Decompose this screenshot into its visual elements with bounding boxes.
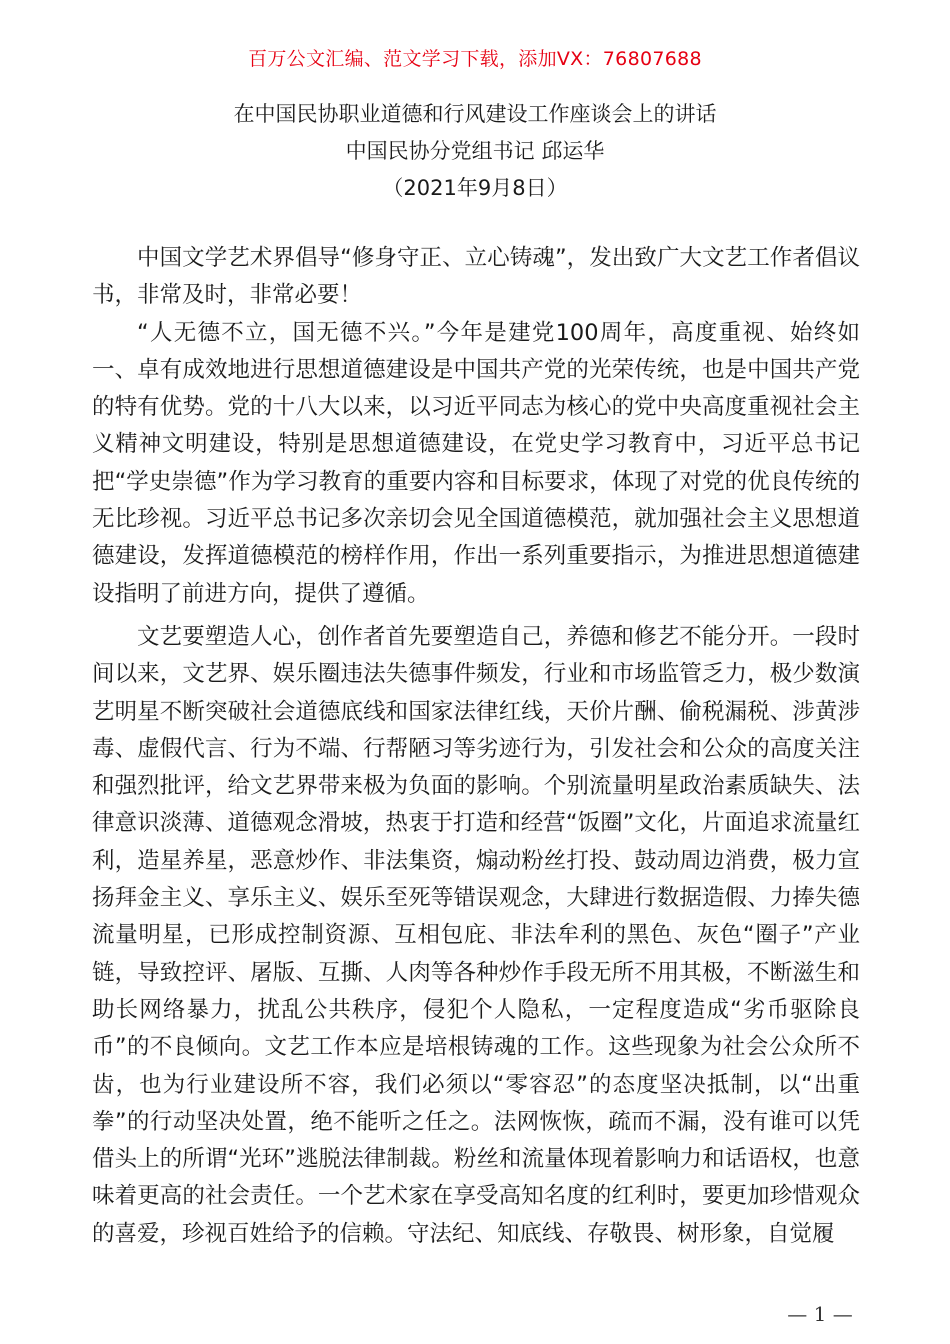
page-number: — 1 — bbox=[787, 1302, 853, 1326]
paragraph-3: 文艺要塑造人心，创作者首先要塑造自己，养德和修艺不能分开。一段时间以来，文艺界、娱乐圈违法失德事件频发，行业和市场监管乏力，极少数演艺明星不断突破社会道德底线和国家法律红线，天价片酬、偷税漏税、涉黄涉毒、虚假代言、行为不端、行帮陋习等劣迹行为，引发社会和公众的高度关注和强烈批评，给文艺界带来极为负面的影响。个别流量明星政治素质缺失、法律意识淡薄、道德观念滑坡，热衷于打造和经营“饭圈”文化，片面追求流量红利，造星养星，恶意炒作、非法集资，煽动粉丝打投、鼓动周边消费，极力宣扬拜金主义、享乐主义、娱乐至死等错误观念，大肆进行数据造假、力捧失德流量明星，已形成控制资源、互相包庇、非法牟利的黑色、灰色“圈子”产业链，导致控评、屠版、互撕、人肉等各种炒作手段无所不用其极，不断滋生和助长网络暴力，扰乱公共秩序，侵犯个人隐私，一定程度造成“劣币驱除良币”的不良倾向。文艺工作本应是培根铸魂的工作。这些现象为社会公众所不齿，也为行业建设所不容，我们必须以“零容忍”的态度坚决抵制，以“出重拳”的行动坚决处置，绝不能听之任之。法网恢恢，疏而不漏，没有谁可以凭借头上的所谓“光环”逃脱法律制裁。粉丝和流量体现着影响力和话语权，也意味着更高的社会责任。一个艺术家在享受高知名度的红利时，要更加珍惜观众的喜爱，珍视百姓给予的信赖。守法纪、知底线、存敬畏、树形象，自觉履 bbox=[92, 623, 860, 1247]
document-title: 在中国民协职业道德和行风建设工作座谈会上的讲话 bbox=[233, 102, 717, 126]
watermark-text: 百万公文汇编、范文学习下载，添加VX：76807688 bbox=[248, 48, 702, 70]
paragraph-2: “人无德不立，国无德不兴。”今年是建党100周年，高度重视、始终如一、卓有成效地进行思想道德建设是中国共产党的光荣传统，也是中国共产党的特有优势。党的十八大以来，以习近平同志为核心的党中央高度重视社会主义精神文明建设，特别是思想道德建设，在党史学习教育中，习近平总书记把“学史崇德”作为学习教育的重要内容和目标要求，体现了对党的优良传统的无比珍视。习近平总书记多次亲切会见全国道德模范，就加强社会主义思想道德建设，发挥道德模范的榜样作用，作出一系列重要指示，为推进思想道德建设指明了前进方向，提供了遵循。 bbox=[92, 319, 860, 607]
document-body bbox=[92, 240, 860, 1253]
document-author: 中国民协分党组书记 邱运华 bbox=[345, 139, 605, 163]
document-date: （2021年9月8日） bbox=[382, 176, 568, 200]
document-header bbox=[0, 96, 950, 207]
paragraph-1: 中国文学艺术界倡导“修身守正、立心铸魂”，发出致广大文艺工作者倡议书，非常及时，非常必要！ bbox=[92, 245, 860, 309]
